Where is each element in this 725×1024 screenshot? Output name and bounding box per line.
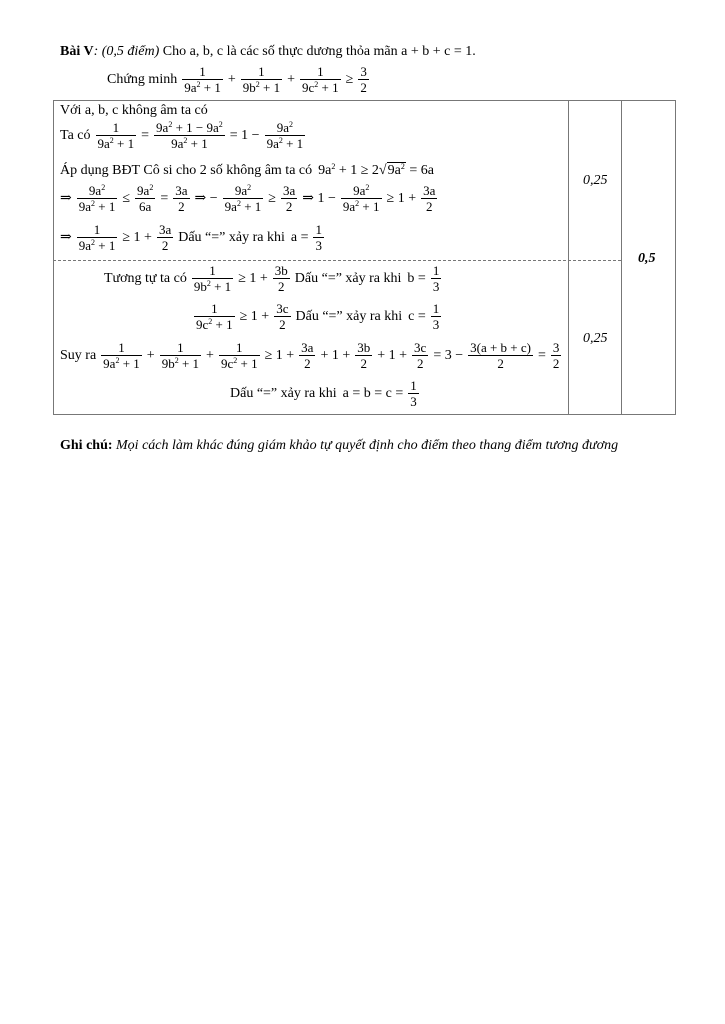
- fraction: $\frac{3c}{2}$: [414, 340, 427, 371]
- fraction: $\frac{1}{3}$: [432, 301, 440, 332]
- fraction: $\frac{1}{9a^2 + 1}$: [97, 120, 135, 151]
- problem-statement: Cho a, b, c là các số thực dương thỏa mãn a + b + c = 1.: [162, 44, 476, 59]
- note-label: Ghi chú:: [60, 438, 113, 453]
- fraction: $\frac{1}{9c^2 + 1}$: [196, 301, 233, 332]
- part2-line2: $\frac{1}{9c^2 + 1}$ ≥ 1 + $\frac{3c}{2}$ Dấu “=” xảy ra khi c = $\frac{1}{3}$: [196, 301, 440, 332]
- fraction: $\frac{1}{9b^2 + 1}$: [161, 340, 200, 371]
- fraction: $\frac{1}{9c^2 + 1}$: [302, 64, 339, 95]
- fraction: $\frac{3a}{2}$: [301, 340, 314, 371]
- problem-heading: [60, 44, 476, 60]
- fraction: $\frac{1}{3}$: [432, 263, 440, 294]
- problem-points: : (0,5 điểm): [93, 44, 160, 59]
- fraction: $\frac{9a^2 + 1 - 9a^2}{9a^2 + 1}$: [156, 120, 223, 151]
- fraction: $\frac{1}{9a^2 + 1}$: [103, 340, 140, 371]
- part1-line4: ⇒ $\frac{9a^2}{9a^2 + 1}$ ≤ $\frac{9a^2}{6a}$ = $\frac{3a}{2}$ ⇒ − $\frac{9a^2}{9a^2 + 1}$ ≥ $\frac{3a}{2}$ ⇒ 1 − $\frac{9a^2}{9a^2 + 1}$ ≥ 1 + $\frac{3a}{2}$: [60, 183, 436, 214]
- fraction: $\frac{9a^2}{9a^2 + 1}$: [78, 183, 116, 214]
- fraction: $\frac{3}{2}$: [360, 64, 367, 95]
- fraction: $\frac{3a}{2}$: [423, 183, 436, 214]
- final-equality-text: Dấu “=” xảy ra khi: [230, 385, 337, 401]
- part1-line3: Áp dụng BĐT Cô si cho 2 số không âm ta có $9a^2 + 1 \ge 2√9a^2 = 6a$: [60, 162, 434, 178]
- conclude-text: Suy ra: [60, 347, 97, 363]
- prove-label: Chứng minh: [107, 71, 178, 87]
- fraction: $\frac{3b}{2}$: [274, 263, 288, 294]
- part2-line3: Suy ra $\frac{1}{9a^2 + 1}$ + $\frac{1}{9b^2 + 1}$ + $\frac{1}{9c^2 + 1}$ ≥ 1 + $\frac{3a}{2}$ + 1 + $\frac{3b}{2}$ + 1 + $\frac{3c}{2}$ = 3 − $\frac{3(a + b + c)}{2}$ = $\frac{3}{2}$: [60, 340, 560, 371]
- part2-line4: Dấu “=” xảy ra khi a = b = c = $\frac{1}{3}$: [230, 378, 417, 409]
- part1-line2: Ta có $\frac{1}{9a^2 + 1}$ = $\frac{9a^2 + 1 - 9a^2}{9a^2 + 1}$ = 1 − $\frac{9a^2}{9a^2 + 1}$: [60, 120, 304, 151]
- equality-a-text: Dấu “=” xảy ra khi: [178, 229, 285, 245]
- similar-text: Tương tự ta có: [104, 270, 187, 286]
- fraction: $\frac{3a}{2}$: [158, 222, 172, 253]
- score-part2: 0,25: [583, 331, 608, 346]
- fraction: $\frac{1}{9a^2 + 1}$: [78, 222, 116, 253]
- section-divider: [53, 260, 621, 261]
- fraction: $\frac{3a}{2}$: [175, 183, 188, 214]
- part1-line5: ⇒ $\frac{1}{9a^2 + 1}$ ≥ 1 + $\frac{3a}{2}$ Dấu “=” xảy ra khi a = $\frac{1}{3}$: [60, 222, 322, 253]
- fraction: $\frac{1}{3}$: [315, 222, 322, 253]
- fraction: $\frac{9a^2}{9a^2 + 1}$: [342, 183, 380, 214]
- note: [60, 436, 660, 455]
- fraction: $\frac{1}{9c^2 + 1}$: [220, 340, 258, 371]
- part2-line1: Tương tự ta có $\frac{1}{9b^2 + 1}$ ≥ 1 + $\frac{3b}{2}$ Dấu “=” xảy ra khi b = $\frac{1}{3}$: [104, 263, 440, 294]
- prove-statement: Chứng minh $\frac{1}{9a^2 + 1}$ + $\frac{1}{9b^2 + 1}$ + $\frac{1}{9c^2 + 1}$ ≥ $\frac{3}{2}$: [107, 64, 367, 95]
- score-part1: 0,25: [583, 173, 608, 188]
- fraction: $\frac{9a^2}{9a^2 + 1}$: [224, 183, 262, 214]
- fraction: $\frac{3b}{2}$: [357, 340, 371, 371]
- fraction: $\frac{1}{3}$: [410, 378, 417, 409]
- fraction: $\frac{9a^2}{6a}$: [137, 183, 154, 214]
- fraction: $\frac{1}{9a^2 + 1}$: [184, 64, 221, 95]
- total-score: 0,5: [638, 251, 656, 266]
- fraction: $\frac{1}{9b^2 + 1}$: [193, 263, 232, 294]
- fraction: $\frac{3a}{2}$: [282, 183, 296, 214]
- part1-line1: Với a, b, c không âm ta có: [60, 103, 208, 118]
- fraction: $\frac{3(a + b + c)}{2}$: [470, 340, 531, 371]
- note-text: Mọi cách làm khác đúng giám khảo tự quyết định cho điểm theo thang điểm tương đương: [116, 438, 619, 453]
- problem-label: Bài V: [60, 44, 94, 59]
- amgm-text: Áp dụng BĐT Cô si cho 2 số không âm ta có: [60, 163, 313, 178]
- equality-b-text: Dấu “=” xảy ra khi: [294, 270, 402, 286]
- fraction: $\frac{9a^2}{9a^2 + 1}$: [266, 120, 304, 151]
- fraction: $\frac{3c}{2}$: [276, 301, 289, 332]
- fraction: $\frac{1}{9b^2 + 1}$: [242, 64, 281, 95]
- equality-c-text: Dấu “=” xảy ra khi: [295, 308, 403, 324]
- fraction: $\frac{3}{2}$: [552, 340, 560, 371]
- part1-lead: Ta có: [60, 127, 91, 143]
